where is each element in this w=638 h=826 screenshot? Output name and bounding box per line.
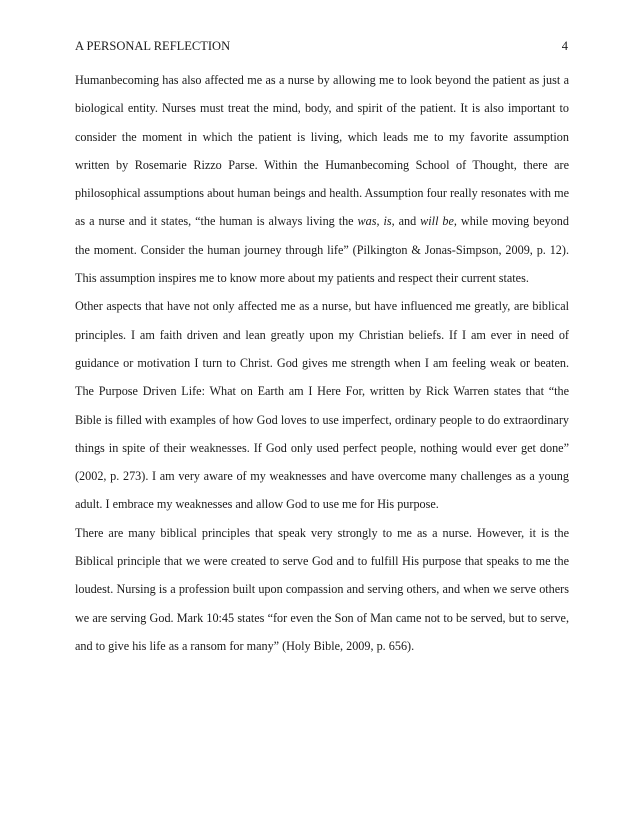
running-head: A PERSONAL REFLECTION [75,39,231,53]
paragraph-text: and [394,214,421,229]
paragraph-1 [75,66,569,292]
emphasis-text: will be, [420,214,457,229]
emphasis-text: was, is, [357,214,395,229]
paragraph-2 [75,292,569,518]
paragraph-3 [75,519,569,660]
paragraph-text: There are many biblical principles that speak very strongly to me as a nurse. However, it is the Biblical principle that we were created to serve God and to fulfill His purpose that speaks to me the loudest. Nursing is a profession built upon compassion and serving others, and when we serve others we are serving God. Mark 10:45 states “for even the Son of Man came not to be served, but to serve, and to give his life as a ransom for many” (Holy Bible, 2009, p. 656). [75,525,569,653]
paragraph-text: Other aspects that have not only affected me as a nurse, but have influenced me greatly, are biblical principles. I am faith driven and lean greatly upon my Christian beliefs. If I am ever in need of guidance or motivation I turn to Christ. God gives me strength when I am feeling weak or beaten. The Purpose Driven Life: What on Earth am I Here For, written by Rick Warren states that “the Bible is filled with examples of how God loves to use imperfect, ordinary people to do extraordinary things in spite of their weaknesses. If God only used perfect people, nothing would ever get done” (2002, p. 273). I am very aware of my weaknesses and have overcome many challenges as a young adult. I embrace my weaknesses and allow God to use me for His purpose. [75,299,569,512]
page-number: 4 [561,39,568,53]
paragraph-text: Humanbecoming has also affected me as a nurse by allowing me to look beyond the patient as just a biological entity. Nurses must treat the mind, body, and spirit of the patient. It is also important to consider the moment in which the patient is living, which leads me to my favorite assumption written by Rosemarie Rizzo Parse. Within the Humanbecoming School of Thought, there are philosophical assumptions about human beings and health. Assumption four really resonates with me as a nurse and it states, “the human is always living the [75,73,569,229]
page-header [75,36,568,56]
paragraph-text: while moving beyond the moment. Consider the human journey through life” (Pilkington & Jonas-Simpson, 2009, p. 12). This assumption inspires me to know more about my patients and respect their current states. [75,214,569,286]
document-body [75,66,569,660]
